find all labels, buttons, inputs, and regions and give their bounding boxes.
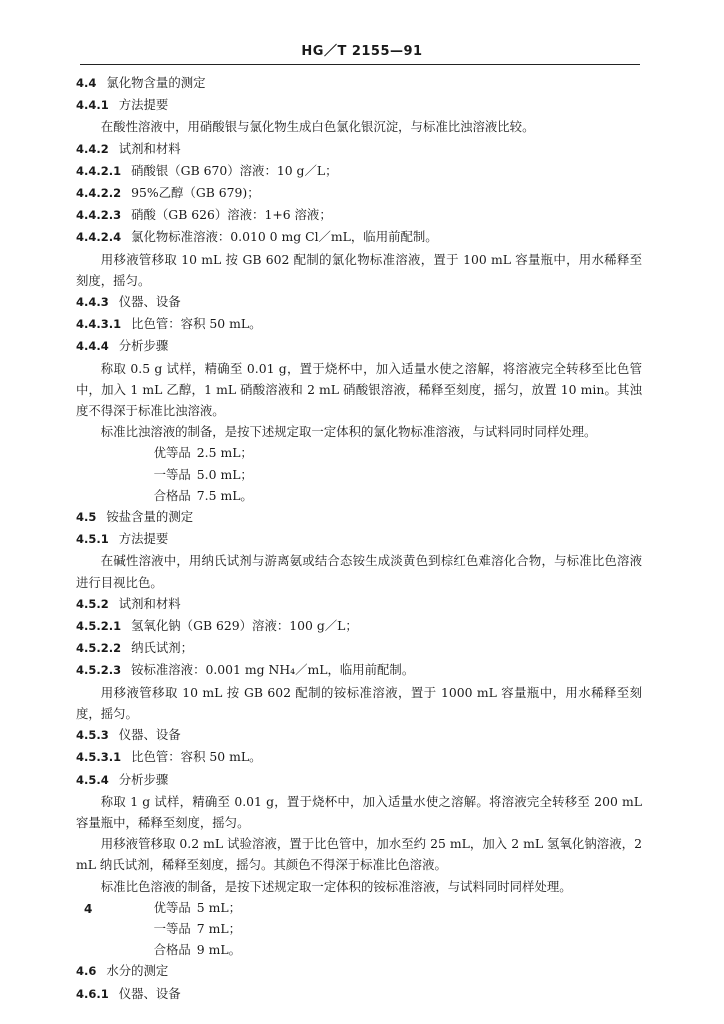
- section-line: [76, 746, 642, 768]
- section-number: 4.5.4: [76, 772, 109, 787]
- section-line: [76, 160, 642, 182]
- section-line: [76, 593, 642, 615]
- line-text: 仪器、设备: [118, 985, 181, 1001]
- section-line: [76, 724, 642, 746]
- line-text: 试剂和材料: [118, 140, 181, 156]
- section-line: [76, 983, 642, 1005]
- line-text: 用移液管移取 10 mL 按 GB 602 配制的铵标准溶液，置于 1000 mL 容量瓶中，用水稀释至刻度，摇匀。: [76, 684, 642, 721]
- section-number: 4.4.1: [76, 98, 109, 113]
- line-text: 分析步骤: [118, 338, 169, 354]
- line-text: 在酸性溶液中，用硝酸银与氯化物生成白色氯化银沉淀，与标准比浊溶液比较。: [100, 119, 535, 135]
- line-text: 方法提要: [118, 531, 169, 547]
- line-text: 铵标准溶液：0.001 mg NH₄／mL，临用前配制。: [131, 662, 415, 678]
- section-number: 4.6: [76, 964, 97, 979]
- line-text: 仪器、设备: [118, 294, 181, 310]
- line-text: 95%乙醇（GB 679)；: [131, 185, 260, 201]
- section-line: [76, 659, 642, 681]
- paragraph-line: [76, 876, 642, 897]
- section-line: [76, 335, 642, 357]
- grade-label: 合格品: [153, 942, 191, 958]
- section-number: 4.4.2.2: [76, 186, 122, 201]
- paragraph-line: [76, 358, 642, 422]
- line-text: 称取 1 g 试样，精确至 0.01 g，置于烧杯中，加入适量水使之溶解。将溶液完全转移至 200 mL 容量瓶中，稀释至刻度，摇匀。: [76, 793, 642, 830]
- line-text: 称取 0.5 g 试样，精确至 0.01 g，置于烧杯中，加入适量水使之溶解，将溶液完全转移至比色管中，加入 1 mL 乙醇，1 mL 硝酸溶液和 2 mL 硝酸银溶液，稀释至刻度，摇匀，放置 10 min。其浊度不得深于标准比浊溶液。: [76, 360, 642, 419]
- section-number: 4.4.3: [76, 295, 109, 310]
- grade-label: 一等品: [153, 920, 191, 936]
- line-text: 硝酸（GB 626）溶液：1+6 溶液；: [131, 207, 332, 223]
- paragraph-line: [76, 421, 642, 442]
- section-number: 4.4.3.1: [76, 317, 122, 332]
- document-header: HG／T 2155—91: [301, 44, 423, 59]
- section-line: [76, 637, 642, 659]
- section-number: 4.4: [76, 76, 97, 90]
- grade-value: 9 mL。: [196, 942, 241, 958]
- section-line: [76, 528, 642, 550]
- section-line: [76, 226, 642, 248]
- section-number: 4.4.2: [76, 141, 109, 156]
- line-text: 比色管：容积 50 mL。: [131, 316, 262, 332]
- line-text: 试剂和材料: [118, 595, 181, 611]
- line-text: 仪器、设备: [118, 727, 181, 743]
- line-text: 氢氧化钠（GB 629）溶液：100 g／L；: [131, 618, 358, 634]
- paragraph-line: [76, 791, 642, 833]
- section-number: 4.4.2.1: [76, 163, 122, 178]
- section-number: 4.5.1: [76, 532, 109, 547]
- line-text: 比色管：容积 50 mL。: [131, 749, 262, 765]
- section-number: 4.5.2.1: [76, 619, 122, 634]
- paragraph-line: [76, 897, 642, 918]
- section-line: [76, 506, 642, 528]
- grade-value: 5 mL；: [196, 899, 241, 915]
- grade-value: 5.0 mL；: [196, 466, 253, 482]
- line-text: 在碱性溶液中，用纳氏试剂与游离氨或结合态铵生成淡黄色到棕红色难溶化合物，与标准比色溶液进行目视比色。: [76, 553, 642, 590]
- section-line: [76, 291, 642, 313]
- page-number: 4: [84, 902, 93, 916]
- document-body: [76, 72, 642, 1005]
- paragraph-line: [76, 249, 642, 291]
- grade-label: 合格品: [153, 487, 191, 503]
- grade-value: 2.5 mL；: [196, 445, 253, 461]
- paragraph-line: [76, 485, 642, 506]
- paragraph-line: [76, 939, 642, 960]
- paragraph-line: [76, 116, 642, 137]
- paragraph-line: [76, 682, 642, 724]
- paragraph-line: [76, 918, 642, 939]
- section-line: [76, 769, 642, 791]
- grade-value: 7.5 mL。: [196, 487, 253, 503]
- grade-label: 优等品: [153, 445, 191, 461]
- section-line: [76, 960, 642, 982]
- paragraph-line: [76, 442, 642, 463]
- line-text: 方法提要: [118, 97, 169, 113]
- line-text: 用移液管移取 10 mL 按 GB 602 配制的氯化物标准溶液，置于 100 mL 容量瓶中，用水稀释至刻度，摇匀。: [76, 251, 642, 288]
- line-text: 用移液管移取 0.2 mL 试验溶液，置于比色管中，加水至约 25 mL，加入 2 mL 氢氧化钠溶液，2 mL 纳氏试剂，稀释至刻度，摇匀。其颜色不得深于标准比色溶液。: [76, 836, 642, 873]
- line-text: 标准比色溶液的制备，是按下述规定取一定体积的铵标准溶液，与试料同时同样处理。: [100, 878, 572, 894]
- grade-value: 7 mL；: [196, 920, 241, 936]
- section-number: 4.5.2.2: [76, 641, 122, 656]
- section-number: 4.4.2.4: [76, 230, 122, 245]
- section-line: [76, 615, 642, 637]
- paragraph-line: [76, 464, 642, 485]
- section-number: 4.5.3.1: [76, 750, 122, 765]
- grade-label: 一等品: [153, 466, 191, 482]
- line-text: 硝酸银（GB 670）溶液：10 g／L；: [131, 162, 338, 178]
- line-text: 氯化物标准溶液：0.010 0 mg Cl／mL，临用前配制。: [131, 229, 438, 245]
- section-number: 4.4.4: [76, 339, 109, 354]
- section-number: 4.5.2.3: [76, 663, 122, 678]
- section-number: 4.5.2: [76, 596, 109, 611]
- paragraph-line: [76, 833, 642, 875]
- header-rule: [80, 64, 640, 65]
- line-text: 铵盐含量的测定: [106, 509, 194, 525]
- line-text: 水分的测定: [106, 963, 169, 979]
- section-line: [76, 313, 642, 335]
- line-text: 纳氏试剂；: [131, 640, 194, 656]
- section-number: 4.4.2.3: [76, 208, 122, 223]
- paragraph-line: [76, 550, 642, 592]
- line-text: 标准比浊溶液的制备，是按下述规定取一定体积的氯化物标准溶液，与试料同时同样处理。: [100, 424, 597, 440]
- section-line: [76, 138, 642, 160]
- section-line: [76, 72, 642, 94]
- line-text: 分析步骤: [118, 771, 169, 787]
- section-number: 4.5: [76, 510, 97, 525]
- line-text: 氯化物含量的测定: [106, 75, 206, 90]
- section-number: 4.5.3: [76, 728, 109, 743]
- section-line: [76, 182, 642, 204]
- section-line: [76, 204, 642, 226]
- grade-label: 优等品: [153, 899, 191, 915]
- section-number: 4.6.1: [76, 986, 109, 1001]
- section-line: [76, 94, 642, 116]
